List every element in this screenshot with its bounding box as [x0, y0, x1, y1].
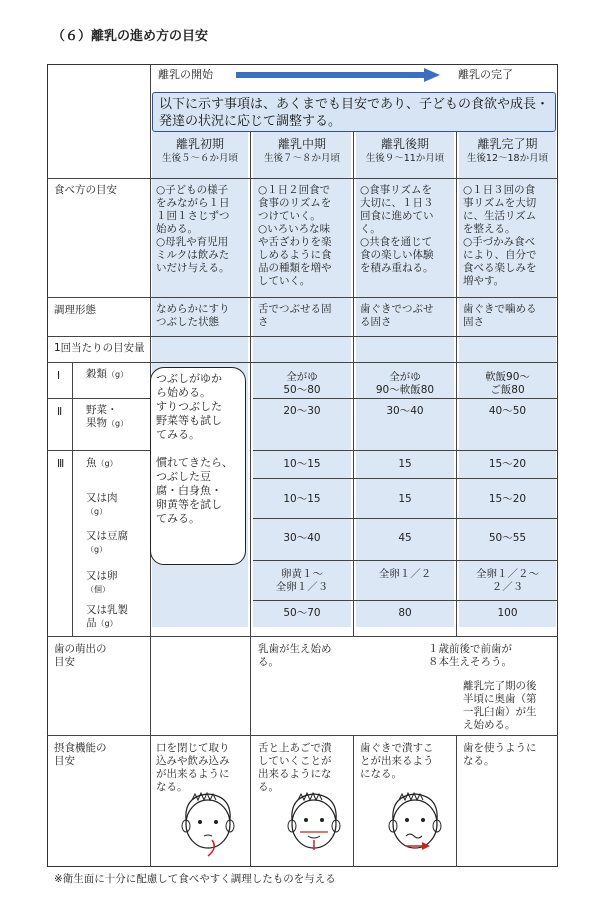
stage-age: 生後９～11か月頃	[365, 153, 445, 164]
roman-numeral: Ⅰ	[57, 370, 61, 382]
row-label-per-meal: 1回当たりの目安量	[54, 342, 145, 354]
early-stage-guide-text: つぶしがゆか ら始める。 すりつぶした 野菜等も試し てみる。 慣れてきたら、 つぶした豆 腐・白身魚・ 卵黄等を試し てみる。	[156, 372, 233, 525]
food-label-grains	[86, 368, 128, 381]
value-complete-fish: 15～20	[488, 458, 527, 470]
row-label-cooking-form: 調理形態	[54, 304, 96, 316]
value-middle-fish: 10～15	[283, 458, 321, 470]
food-unit: （g）	[96, 459, 118, 468]
chewing-complete: 歯を使うように なる。	[463, 742, 537, 767]
value-late-meat: 15	[398, 493, 412, 505]
teeth-complete: 離乳完了期の後 半頃に奥歯（第 一乳臼歯）が生 え始める。	[463, 680, 537, 731]
baby-face-middle-icon	[282, 790, 346, 860]
chewing-middle: 舌と上あごで潰 していくことが 出来るようにな る。	[258, 742, 332, 793]
progress-arrow-icon	[234, 68, 442, 82]
food-name: 魚	[86, 457, 97, 469]
row-label-chewing: 摂食機能の 目安	[54, 742, 107, 767]
food-unit: （g）	[86, 507, 108, 516]
stage-name: 離乳後期	[380, 137, 429, 151]
food-label-tofu	[86, 530, 148, 556]
eating-guide-early: ○子どもの様子 をみながら１日 １回１さじずつ 始める。 ○母乳や育児用 ミルクは飲みた いだけ与える。	[156, 184, 230, 274]
food-name: 又は乳製 品	[86, 604, 128, 629]
food-unit: （g）	[107, 370, 129, 379]
food-name: 又は卵	[86, 570, 118, 582]
cooking-form-middle: 舌でつぶせる固 さ	[258, 303, 332, 328]
food-unit: （g）	[107, 419, 129, 428]
roman-numeral: Ⅲ	[57, 458, 65, 470]
value-middle-tofu: 30～40	[283, 532, 321, 544]
food-label-vegetables	[86, 404, 148, 430]
value-complete-meat: 15～20	[488, 493, 527, 505]
stage-name: 離乳中期	[277, 137, 326, 151]
row-label-eating-guide: 食べ方の目安	[54, 184, 117, 196]
weaning-end-label: 離乳の完了	[458, 68, 513, 81]
value-late-dairy: 80	[398, 607, 412, 619]
value-late-fish: 15	[398, 458, 412, 470]
eating-guide-complete: ○１日３回の食 事リズムを大切 に、生活リズム を整える。 ○手づかみ食べ により、自分で 食べる楽しみを 増やす。	[463, 184, 537, 287]
food-name: 穀類	[86, 368, 107, 380]
value-complete-vegetables: 40～50	[488, 405, 527, 417]
food-label-egg	[86, 570, 148, 596]
value-complete-egg: 全卵１／２～ ２／３	[476, 568, 539, 593]
stage-name: 離乳初期	[175, 137, 224, 151]
guideline-note: 以下に示す事項は、あくまでも目安であり、子どもの食欲や成長・発達の状況に応じて調整する。	[152, 92, 556, 132]
value-complete-grains: 軟飯90～ ご飯80	[485, 371, 530, 396]
food-label-meat	[86, 492, 148, 518]
stage-header-late	[356, 136, 454, 166]
value-late-egg: 全卵１／２	[378, 568, 432, 580]
teeth-middle: 乳歯が生え始め る。	[258, 643, 332, 668]
footnote: ※衛生面に十分に配慮して食べやすく調理したものを与える	[54, 873, 336, 885]
stage-age: 生後12～18か月頃	[466, 153, 549, 164]
cooking-form-late: 歯ぐきでつぶせ る固さ	[360, 303, 434, 328]
value-middle-vegetables: 20～30	[283, 405, 321, 417]
cooking-form-complete: 歯ぐきで噛める 固さ	[463, 303, 537, 328]
baby-face-late-icon	[384, 790, 446, 860]
value-complete-tofu: 50～55	[488, 532, 527, 544]
chewing-early: 口を閉じて取り 込みや飲み込み が出来るように なる。	[156, 742, 230, 793]
value-middle-dairy: 50～70	[283, 607, 321, 619]
roman-numeral: Ⅱ	[57, 406, 63, 418]
value-complete-dairy: 100	[497, 607, 518, 619]
food-name: 又は肉	[86, 492, 118, 504]
stage-header-complete	[459, 136, 556, 166]
value-late-tofu: 45	[398, 532, 412, 544]
value-middle-egg: 卵黄１～ 全卵１／３	[275, 568, 329, 593]
food-name: 又は豆腐	[86, 530, 128, 542]
food-unit: （g）	[96, 619, 118, 628]
food-name: 野菜・ 果物	[86, 404, 118, 429]
value-late-vegetables: 30～40	[386, 405, 424, 417]
stage-age: 生後５～６か月頃	[161, 153, 238, 164]
cooking-form-early: なめらかにすり つぶした状態	[156, 303, 230, 328]
eating-guide-middle: ○１日２回食で 食事のリズムを つけていく。 ○いろいろな味 や舌ざわりを楽 しめるように食 品の種類を増や していく。	[258, 184, 332, 287]
eating-guide-late: ○食事リズムを 大切に、１日３ 回食に進めてい く。 ○共食を通じて 食の楽しい体験 を積み重ねる。	[360, 184, 434, 274]
food-unit: （個）	[86, 585, 110, 594]
chewing-late: 歯ぐきで潰すこ とが出来るよう になる。	[360, 742, 434, 780]
baby-face-early-icon	[178, 790, 238, 860]
value-late-grains: 全がゆ 90～軟飯80	[375, 371, 435, 396]
food-label-dairy	[86, 604, 148, 630]
food-label-fish	[86, 457, 118, 470]
stage-header-middle	[253, 136, 351, 166]
teeth-late: １歳前後で前歯が ８本生えそろう。	[428, 643, 512, 668]
page-title: （６）離乳の進め方の目安	[52, 29, 209, 44]
row-label-teeth: 歯の萌出の 目安	[54, 643, 107, 668]
weaning-start-label: 離乳の開始	[158, 68, 213, 81]
stage-age: 生後７～８か月頃	[263, 153, 340, 164]
food-unit: （g）	[86, 545, 108, 554]
stage-header-early	[152, 136, 248, 166]
value-middle-meat: 10～15	[283, 493, 321, 505]
stage-name: 離乳完了期	[477, 137, 538, 151]
value-middle-grains: 全がゆ 50～80	[283, 371, 321, 396]
